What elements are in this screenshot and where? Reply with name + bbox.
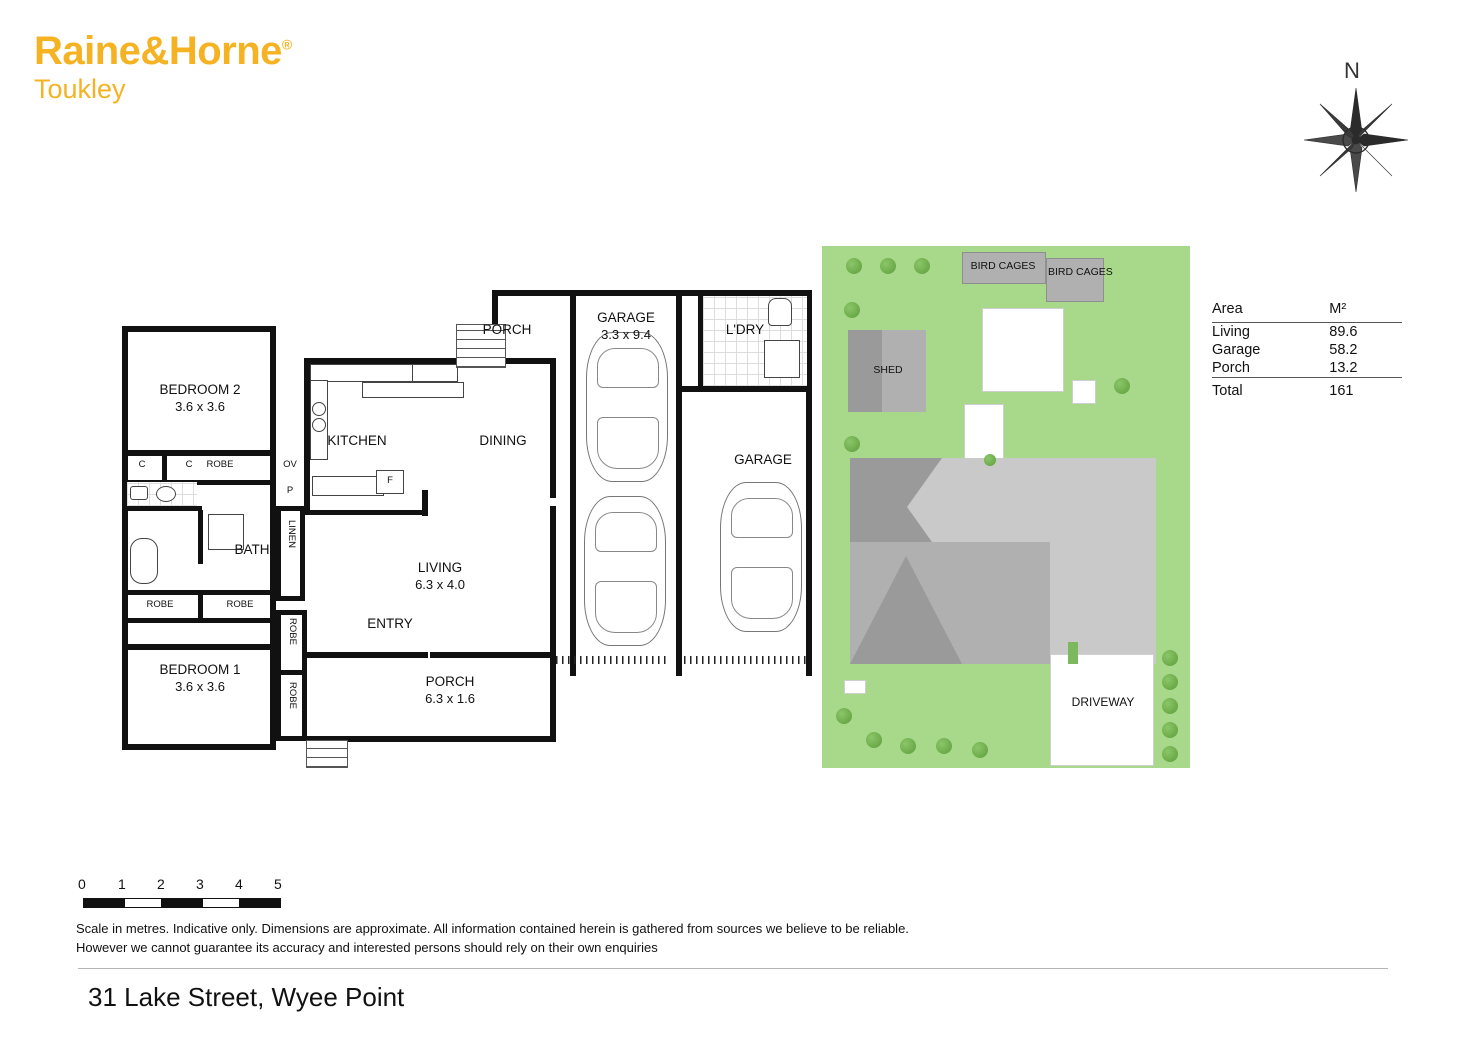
wall: [276, 670, 307, 675]
kitchen-sink: [412, 364, 458, 382]
area-total-label: Total: [1212, 383, 1243, 399]
tree-icon: [972, 742, 988, 758]
area-header-label: Area: [1212, 301, 1243, 317]
tree-icon: [936, 738, 952, 754]
wall: [300, 510, 305, 600]
area-row-label: Garage: [1212, 342, 1261, 358]
brand-name: Raine&Horne®: [34, 29, 292, 73]
table-total-row: [1212, 378, 1402, 401]
kitchen-bench: [362, 382, 464, 398]
compass-rose-icon: [1296, 58, 1416, 198]
driveway-slab: [1050, 654, 1154, 766]
tree-icon: [844, 436, 860, 452]
room-label-entry: ENTRY: [367, 616, 413, 631]
label-fridge: F: [387, 475, 393, 486]
wall: [122, 450, 276, 456]
label-c: C: [138, 459, 146, 470]
tree-icon: [1162, 746, 1178, 762]
wall: [430, 652, 556, 658]
tree-icon: [866, 732, 882, 748]
wall: [550, 670, 556, 742]
scale-segment: [122, 898, 164, 908]
rear-small-slab: [1072, 380, 1096, 404]
wall: [304, 510, 428, 515]
scale-bar-graphic: [83, 898, 287, 906]
scale-segment: [161, 898, 203, 908]
tree-icon: [1162, 722, 1178, 738]
basin-fixture: [156, 486, 176, 502]
room-label-garage-right: GARAGE: [734, 452, 792, 467]
wall: [198, 590, 203, 620]
disclaimer-text: Scale in metres. Indicative only. Dimensions are approximate. All information contained herein is gathered from sources we believe to be reliable. However we cannot guarantee its accuracy and interested persons should rely on their own enquiries: [76, 921, 909, 955]
wall: [122, 644, 276, 650]
wall: [302, 610, 307, 740]
label-cupboard: C: [185, 459, 193, 470]
room-label-laundry: L'DRY: [725, 322, 765, 337]
rear-slab: [982, 308, 1064, 392]
bird-cages-2: [1046, 258, 1113, 302]
brand-logo: [34, 30, 394, 103]
car-icon: [720, 482, 802, 632]
scale-bar: [78, 876, 338, 906]
car-icon: [584, 496, 666, 646]
table-row: [1212, 323, 1402, 342]
stairs: [306, 740, 348, 768]
tree-icon: [836, 708, 852, 724]
scale-tick-labels: [78, 876, 286, 898]
label-linen: LINEN: [286, 520, 297, 548]
area-row-value: 89.6: [1329, 324, 1358, 340]
wall: [122, 326, 128, 750]
room-label-dining: DINING: [479, 433, 527, 448]
wall: [270, 326, 276, 456]
table-header-row: [1212, 300, 1402, 323]
area-row-label: Living: [1212, 324, 1250, 340]
label-robe-bed2: ROBE: [206, 459, 234, 470]
wall: [304, 452, 310, 514]
wall: [276, 596, 305, 601]
tree-icon: [1162, 698, 1178, 714]
site-plan: [822, 246, 1192, 771]
site-label-bird-cages-2: BIRD CAGES: [1048, 266, 1113, 278]
wall: [276, 610, 281, 740]
wall: [550, 358, 556, 498]
toilet-fixture: [130, 486, 148, 500]
house-roof-garage: [1050, 542, 1156, 664]
wall: [276, 736, 307, 741]
tree-icon: [900, 738, 916, 754]
wall: [304, 652, 428, 658]
registered-mark: ®: [281, 36, 292, 53]
room-label-porch: PORCH 6.3 x 1.6: [425, 674, 475, 706]
tree-icon: [1162, 674, 1178, 690]
room-label-living: LIVING 6.3 x 4.0: [415, 560, 465, 592]
deck-hatching: [684, 656, 810, 664]
floor-plan: [100, 270, 830, 790]
driveway-marker: [1068, 642, 1078, 664]
table-row: [1212, 359, 1402, 378]
room-label-porch-top: PORCH: [482, 322, 532, 337]
tree-icon: [1114, 378, 1130, 394]
tree-icon: [984, 454, 996, 466]
area-row-value: 58.2: [1329, 342, 1358, 358]
scale-tick: 5: [274, 876, 282, 892]
wall: [276, 506, 305, 511]
label-robe-bath-left: ROBE: [146, 599, 174, 610]
wall: [122, 744, 276, 750]
room-label-bedroom-1: BEDROOM 1 3.6 x 3.6: [159, 662, 241, 694]
area-table: [1212, 300, 1402, 400]
cooktop-burner-icon: [312, 418, 326, 432]
scale-tick: 1: [118, 876, 126, 892]
footer-divider: [78, 968, 1388, 969]
tree-icon: [1162, 650, 1178, 666]
car-icon: [586, 332, 668, 482]
room-label-bath: BATH: [234, 542, 270, 557]
scale-segment: [239, 898, 281, 908]
site-label-driveway: DRIVEWAY: [1071, 695, 1135, 709]
room-label-kitchen: KITCHEN: [327, 433, 387, 448]
wall: [122, 326, 276, 332]
site-small-slab: [844, 680, 866, 694]
wall: [570, 290, 576, 676]
scale-tick: 4: [235, 876, 243, 892]
label-pantry: P: [286, 485, 294, 496]
property-address: 31 Lake Street, Wyee Point: [88, 982, 405, 1012]
wall: [550, 506, 556, 676]
label-oven: OV: [283, 459, 297, 470]
scale-segment: [83, 898, 125, 908]
area-header-unit: M²: [1329, 301, 1347, 317]
cooktop-burner-icon: [312, 402, 326, 416]
site-label-bird-cages-1: BIRD CAGES: [970, 260, 1036, 272]
tree-icon: [844, 302, 860, 318]
label-robe-entry-upper: ROBE: [287, 618, 298, 645]
tree-icon: [880, 258, 896, 274]
laundry-tub: [764, 340, 800, 378]
wall: [198, 510, 203, 564]
label-robe-bath-right: ROBE: [226, 599, 254, 610]
table-row: [1212, 341, 1402, 359]
wall: [676, 290, 682, 676]
tree-icon: [846, 258, 862, 274]
compass-north-label: N: [1344, 58, 1360, 83]
wall: [122, 506, 202, 511]
scale-tick: 3: [196, 876, 204, 892]
brand-office: Toukley: [34, 74, 126, 104]
room-label-garage-centre: GARAGE 3.3 x 9.4: [597, 310, 655, 342]
label-robe-entry-lower: ROBE: [287, 682, 298, 709]
area-total-value: 161: [1329, 383, 1354, 399]
wall: [276, 610, 307, 615]
scale-tick: 0: [78, 876, 86, 892]
area-row-label: Porch: [1212, 360, 1250, 376]
bench: [312, 476, 384, 496]
bathtub-fixture: [130, 538, 158, 584]
room-label-bedroom-2: BEDROOM 2 3.6 x 3.6: [159, 382, 241, 414]
deck-hatching: [556, 656, 670, 664]
area-row-value: 13.2: [1329, 360, 1358, 376]
scale-tick: 2: [157, 876, 165, 892]
wall: [570, 290, 682, 296]
tree-icon: [914, 258, 930, 274]
site-label-shed: SHED: [873, 364, 903, 376]
scale-segment: [200, 898, 242, 908]
